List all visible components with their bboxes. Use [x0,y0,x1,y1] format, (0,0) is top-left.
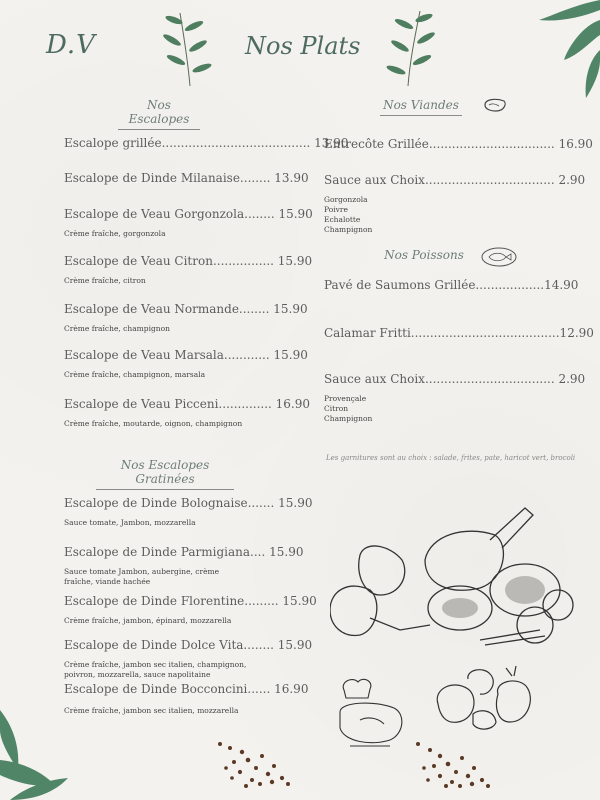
menu-item-veau-citron: Escalope de Veau Citron................ 15.90 [64,254,313,268]
menu-item-dinde-dolce-vita: Escalope de Dinde Dolce Vita........ 15.90 [64,638,313,652]
vegetables-sketch-icon [428,664,548,734]
menu-item-description: Crème fraîche, moutarde, oignon, champignon [64,419,243,428]
menu-item-veau-gorgonzola: Escalope de Veau Gorgonzola........ 15.90 [64,207,313,221]
menu-item-description: Provençale Citron Champignon [324,394,373,423]
menu-item-veau-normande: Escalope de Veau Normande........ 15.90 [64,302,308,316]
charcuterie-sketch-icon [330,500,580,650]
menu-item-dinde-bolognaise: Escalope de Dinde Bolognaise....... 15.90 [64,496,313,510]
menu-item-description: Sauce tomate Jambon, aubergine, crème fraîche, viande hachée [64,567,220,586]
menu-item-description: Crème fraîche, champignon [64,324,170,333]
menu-item-veau-marsala: Escalope de Veau Marsala............ 15.90 [64,348,308,362]
garnish-note: Les garnitures sont au choix : salade, frites, pate, haricot vert, brocoli [326,454,576,462]
olive-branch-icon [160,8,220,88]
menu-item-pave-saumon: Pavé de Saumons Grillée..................14.90 [324,278,579,292]
tropical-leaf-icon [534,0,600,100]
section-title-escalopes: Nos Escalopes [118,98,200,130]
section-title-gratinees: Nos Escalopes Gratinées [96,458,234,490]
menu-item-description: Gorgonzola Poivre Echalotte Champignon [324,195,373,234]
menu-item-description: Crème fraîche, jambon sec italien, champignon, poivron, mozzarella, sauce napolitaine [64,660,247,679]
steak-icon [482,96,508,114]
menu-item-description: Crème fraîche, gorgonzola [64,229,166,238]
menu-item-dinde-milanaise: Escalope de Dinde Milanaise........ 13.90 [64,171,309,185]
menu-item-description: Crème fraîche, citron [64,276,146,285]
menu-item-calamar-fritti: Calamar Fritti.......................................12.90 [324,326,594,340]
section-title-viandes: Nos Viandes [380,98,462,116]
menu-item-description: Sauce tomate, Jambon, mozzarella [64,518,196,527]
section-title-poissons: Nos Poissons [384,248,464,262]
menu-item-sauce-poissons: Sauce aux Choix.................................. 2.90 [324,372,586,386]
peppercorn-scatter-icon [410,738,500,790]
menu-item-description: Crème fraîche, jambon, épinard, mozzarella [64,616,232,625]
menu-item-dinde-parmigiana: Escalope de Dinde Parmigiana.... 15.90 [64,545,304,559]
menu-item-veau-picceni: Escalope de Veau Picceni.............. 16.90 [64,397,311,411]
olive-branch-icon [380,6,440,88]
menu-item-description: Crème fraîche, jambon sec italien, mozzarella [64,706,239,715]
menu-item-sauce-viandes: Sauce aux Choix.................................. 2.90 [324,173,586,187]
menu-item-dinde-florentine: Escalope de Dinde Florentine......... 15.90 [64,594,317,608]
fish-plate-icon [480,246,518,268]
page-title: Nos Plats [245,32,361,60]
brand-logo: D.V [46,30,96,60]
tropical-leaf-icon [0,700,70,800]
chef-sketch-icon [330,672,412,752]
peppercorn-scatter-icon [212,738,302,790]
menu-item-dinde-bocconcini: Escalope de Dinde Bocconcini...... 16.90 [64,682,309,696]
menu-item-escalope-grillee: Escalope grillée....................................... 13.90 [64,136,349,150]
menu-item-description: Crème fraîche, champignon, marsala [64,370,206,379]
menu-item-entrecote: Entrecôte Grillée................................. 16.90 [324,137,593,151]
